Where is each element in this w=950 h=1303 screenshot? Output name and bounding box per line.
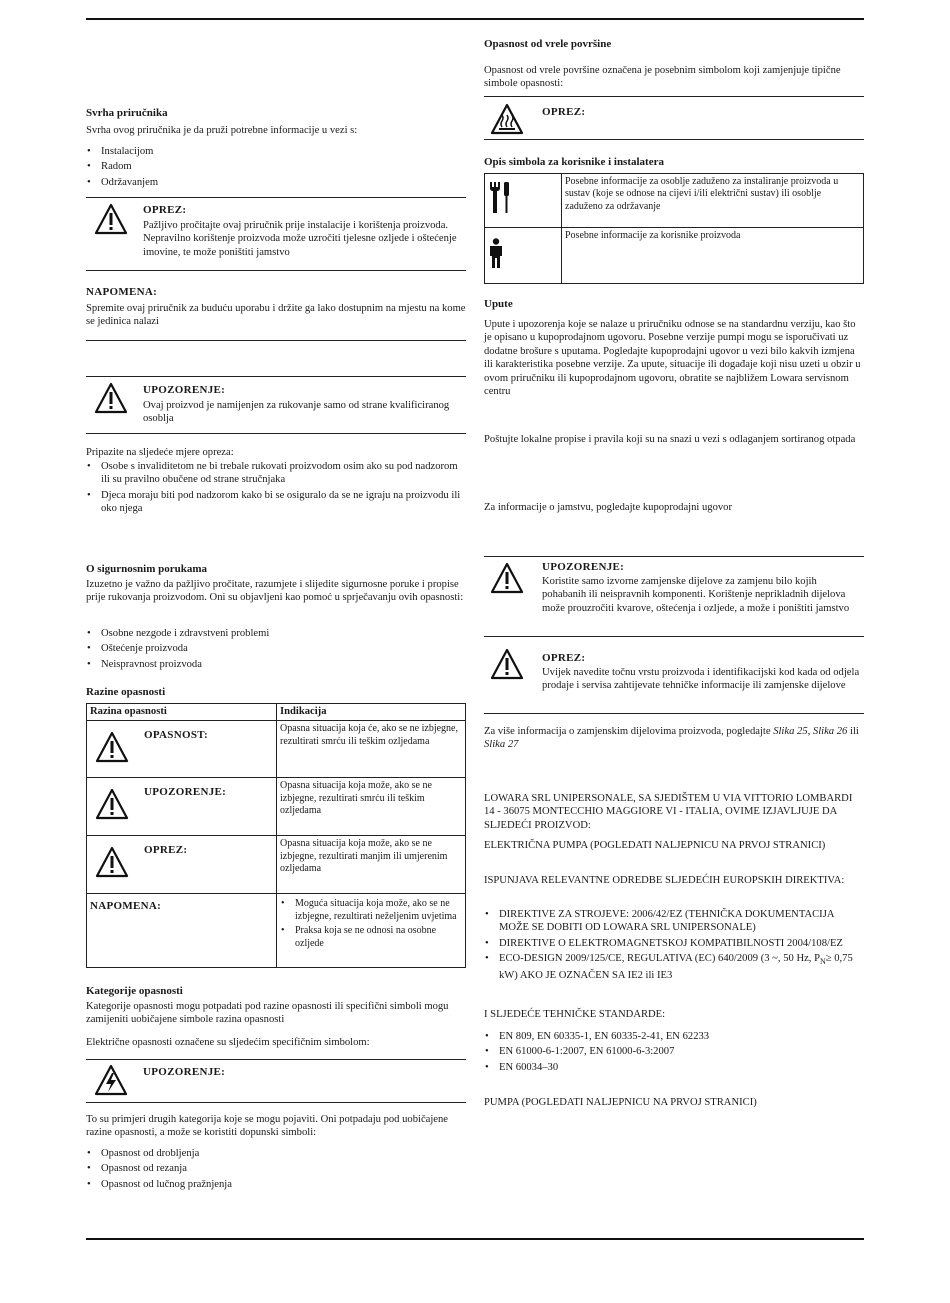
purpose-heading: Svrha priručnika — [86, 107, 168, 119]
electric-hazard-icon — [94, 1064, 128, 1096]
warning-label: UPOZORENJE: — [143, 384, 226, 396]
table-row — [87, 894, 466, 968]
caution-label: OPREZ: — [143, 204, 187, 216]
list-item: • Neispravnost proizvoda — [86, 658, 466, 671]
standards-list — [484, 1030, 862, 1076]
list-item: • EN 60034–30 — [484, 1061, 862, 1074]
list-item: • Osobne nezgode i zdravstveni problemi — [86, 627, 466, 640]
warning-triangle-icon — [94, 203, 128, 235]
level-label: OPREZ: — [144, 844, 188, 857]
declaration-manufacturer: LOWARA SRL UNIPERSONALE, SA SJEDIŠTEM U VIA VITTORIO LOMBARDI 14 - 36075 MONTECCHIO MAGGIORE VI - ITALIA, OVIME IZJAVLJUJE DA SLJEDEĆI PROIZVOD: — [484, 793, 853, 831]
caution-top-line — [86, 197, 466, 198]
list-item: • DIREKTIVE ZA STROJEVE: 2006/42/EZ (TEHNIČKA DOKUMENTACIJA MOŽE SE DOBITI OD LOWARA SRL UNIPERSONALE) — [484, 908, 862, 935]
declaration-standards-intro: I SLJEDEĆE TEHNIČKE STANDARDE: — [484, 1009, 666, 1020]
levels-heading: Razine opasnosti — [86, 686, 166, 698]
table-row — [87, 778, 466, 836]
level-cell — [87, 836, 277, 894]
electric-warning-top-line — [86, 1059, 466, 1060]
parts-warning-divider — [484, 636, 864, 637]
electric-warning-bottom-line — [86, 1102, 466, 1103]
warranty-text: Za informacije o jamstvu, pogledajte kupoprodajni ugovor — [484, 502, 733, 513]
directives-list — [484, 908, 862, 984]
note-bottom-line — [86, 340, 466, 341]
list-item: • Opasnost od rezanja — [86, 1162, 466, 1175]
table-row — [485, 228, 864, 284]
table-row — [485, 174, 864, 228]
precautions-intro: Pripazite na sljedeće mjere opreza: — [86, 447, 234, 458]
list-item: • EN 809, EN 60335-1, EN 60335-2-41, EN 62233 — [484, 1030, 862, 1043]
purpose-list — [86, 145, 466, 191]
separator: ili — [847, 726, 859, 737]
table-row — [87, 721, 466, 778]
symbol-cell — [485, 174, 562, 228]
hot-surface-icon — [490, 103, 524, 135]
hot-caution-label: OPREZ: — [542, 106, 586, 118]
list-item: • Održavanjem — [86, 176, 466, 189]
list-item: • EN 61000-6-1:2007, EN 61000-6-3:2007 — [484, 1045, 862, 1058]
safety-list — [86, 627, 466, 673]
level-label: UPOZORENJE: — [144, 786, 227, 799]
categories-list — [86, 1147, 466, 1193]
parts-caution-text: Uvijek navedite točnu vrstu proizvoda i identifikacijski kod kada od odjela prodaje i servisa zahtijevate tehničke informacije ili zamjenske dijelove — [542, 667, 860, 692]
symbol-description: Posebne informacije za korisnike proizvoda — [562, 228, 864, 284]
list-item: • Osobe s invaliditetom ne bi trebale rukovati proizvodom osim ako su pod nadzorom ili su pravilno obučene od strane stručnjaka — [86, 460, 466, 487]
categories-text-electric: Električne opasnosti označene su sljedećim specifičnim simbolom: — [86, 1037, 370, 1048]
precautions-list — [86, 460, 466, 518]
figure-link[interactable]: Slika 27 — [484, 739, 519, 751]
level-indication — [277, 894, 466, 968]
caution-bottom-line — [86, 270, 466, 271]
eco-design-text: ECO-DESIGN 2009/125/CE, REGULATIVA (EC) 640/2009 (3 ~, 50 Hz, P — [499, 953, 820, 965]
disposal-text: Poštujte lokalne propise i pravila koji su na snazi u vezi s odlaganjem sortiranog otpada — [484, 434, 856, 445]
list-item: • Instalacijom — [86, 145, 466, 158]
hot-surface-text: Opasnost od vrele površine označena je posebnim simbolom koji zamjenjuje tipične simbole opasnosti: — [484, 65, 841, 90]
table-row — [87, 836, 466, 894]
level-label: OPASNOST: — [144, 729, 209, 742]
figure-link[interactable]: Slika 26 — [812, 726, 848, 737]
hazard-levels-table — [86, 703, 466, 968]
hot-surface-heading: Opasnost od vrele površine — [484, 38, 612, 50]
bottom-rule — [86, 1238, 864, 1240]
list-item: • Moguća situacija koja može, ako se ne izbjegne, rezultirati neželjenim uvjetima — [280, 898, 462, 923]
power-subscript: N — [819, 957, 826, 967]
categories-heading: Kategorije opasnosti — [86, 985, 183, 997]
caution-triangle-icon — [95, 846, 129, 878]
parts-warning-text: Koristite samo izvorne zamjenske dijelove za zamjenu bilo kojih pohabanih ili neispravnih komponenti. Korištenje neprikladnih dijelova može prouzročiti kvarove, oštećenja i ozljede, a može i poništiti jamstvo — [542, 576, 850, 614]
list-item: • Opasnost od drobljenja — [86, 1147, 466, 1160]
hot-caution-top-line — [484, 96, 864, 97]
eco-design-text-end: ≥ 0,75 kW) AKO JE OZNAČEN SA IE2 ili IE3 — [499, 953, 853, 981]
caution-triangle-icon — [490, 648, 524, 680]
user-icon — [488, 238, 504, 270]
declaration-directives-intro: ISPUNJAVA RELEVANTNE ODREDBE SLJEDEĆIH EUROPSKIH DIREKTIVA: — [484, 875, 845, 886]
list-item: • Djeca moraju biti pod nadzorom kako bi se osiguralo da se ne igraju na proizvodu ili oko njega — [86, 489, 466, 516]
list-item: • Praksa koja se ne odnosi na osobne ozljede — [280, 925, 462, 950]
danger-triangle-icon — [95, 731, 129, 763]
parts-reference-text: Za više informacija o zamjenskim dijelovima proizvoda, pogledajte — [484, 726, 774, 737]
parts-reference — [484, 725, 864, 752]
column-header: Razina opasnosti — [87, 704, 277, 721]
warning-triangle-icon — [490, 562, 524, 594]
parts-warning-top-line — [484, 556, 864, 557]
warning-triangle-icon — [94, 382, 128, 414]
level-indication: Opasna situacija koja će, ako se ne izbjegne, rezultirati smrću ili teškim ozljedama — [277, 721, 466, 778]
warning-bottom-line — [86, 433, 466, 434]
list-item: • Radom — [86, 160, 466, 173]
list-item: • Opasnost od lučnog pražnjenja — [86, 1178, 466, 1191]
electric-warning-label: UPOZORENJE: — [143, 1066, 226, 1078]
purpose-intro: Svrha ovog priručnika je da pruži potrebne informacije u vezi s: — [86, 125, 358, 136]
hot-caution-bottom-line — [484, 139, 864, 140]
warning-triangle-icon — [95, 788, 129, 820]
safety-text: Izuzetno je važno da pažljivo pročitate, razumjete i slijedite sigurnosne poruke i propise prije rukovanja proizvodom. Oni su objavljeni kao pomoć u sprječavanju ovih opasnosti: — [86, 579, 464, 604]
level-indication: Opasna situacija koja može, ako se ne izbjegne, rezultirati manjim ili umjerenim ozljedama — [277, 836, 466, 894]
list-item: • Oštećenje proizvoda — [86, 642, 466, 655]
figure-link[interactable]: Slika 25 — [773, 726, 808, 737]
level-indication: Opasna situacija koja može, ako se ne izbjegne, rezultirati smrću ili teškim ozljedama — [277, 778, 466, 836]
list-item: • DIREKTIVE O ELEKTROMAGNETSKOJ KOMPATIBILNOSTI 2004/108/EZ — [484, 937, 862, 950]
level-label: NAPOMENA: — [90, 900, 162, 913]
note-label: NAPOMENA: — [86, 286, 158, 298]
symbol-description: Posebne informacije za osoblje zaduženo za instaliranje proizvoda u sustav (koje se odnose na cijevi i/ili električni sustav) ili osoblje zaduženo za održavanje — [562, 174, 864, 228]
warning-top-line — [86, 376, 466, 377]
list-item — [484, 952, 862, 982]
table-header-row — [87, 704, 466, 721]
categories-other-text: To su primjeri drugih kategorija koje se mogu pojaviti. Oni potpadaju pod uobičajene razine opasnosti, a može se koristiti dopunski simboli: — [86, 1114, 449, 1139]
symbol-cell — [485, 228, 562, 284]
declaration-pump: PUMPA (POGLEDATI NALJEPNICU NA PRVOJ STRANICI) — [484, 1097, 757, 1108]
parts-caution-label: OPREZ: — [542, 652, 586, 664]
warning-text: Ovaj proizvod je namijenjen za rukovanje samo od strane kvalificiranog osoblja — [143, 400, 450, 425]
caution-text: Pažljivo pročitajte ovaj priručnik prije instalacije i korištenja proizvoda. Nepravilno korištenje proizvoda može uzročiti tjelesne ozljede i oštećenje imovine, te može poništiti jamstvo — [143, 220, 457, 258]
level-cell — [87, 721, 277, 778]
symbols-heading: Opis simbola za korisnike i instalatera — [484, 156, 664, 168]
note-text: Spremite ovaj priručnik za buduću uporabu i držite ga lako dostupnim na mjestu na kome se jedinica nalazi — [86, 303, 466, 328]
separator: , — [807, 726, 813, 737]
instructions-text: Upute i upozorenja koje se nalaze u priručniku odnose se na standardnu verziju, kao što je opisano u kupoprodajnom ugovoru. Posebne verzije pumpi mogu se isporučivati uz dodatne brošure s uputama. Pogledajte kupoprodajni ugovor u vezi bilo kakvih izmjena ili karakteristika posebne verzije. Za upute, situacije ili događaje koji nisu uzeti u obzir u ovom priručniku ili kupoprodajnom ugovoru, obratite se najbližem Lowara servisnom centru — [484, 319, 861, 398]
top-rule — [86, 18, 864, 20]
parts-warning-label: UPOZORENJE: — [542, 561, 625, 573]
instructions-heading: Upute — [484, 298, 513, 310]
parts-caution-bottom-line — [484, 713, 864, 714]
tools-icon — [487, 180, 513, 216]
symbols-table — [484, 173, 864, 284]
declaration-product: ELEKTRIČNA PUMPA (POGLEDATI NALJEPNICU NA PRVOJ STRANICI) — [484, 840, 826, 851]
categories-text: Kategorije opasnosti mogu potpadati pod razine opasnosti ili specifični simboli mogu zamijeniti uobičajene simbole razina opasnosti — [86, 1001, 449, 1026]
level-cell — [87, 778, 277, 836]
safety-heading: O sigurnosnim porukama — [86, 563, 208, 575]
column-header: Indikacija — [277, 704, 466, 721]
